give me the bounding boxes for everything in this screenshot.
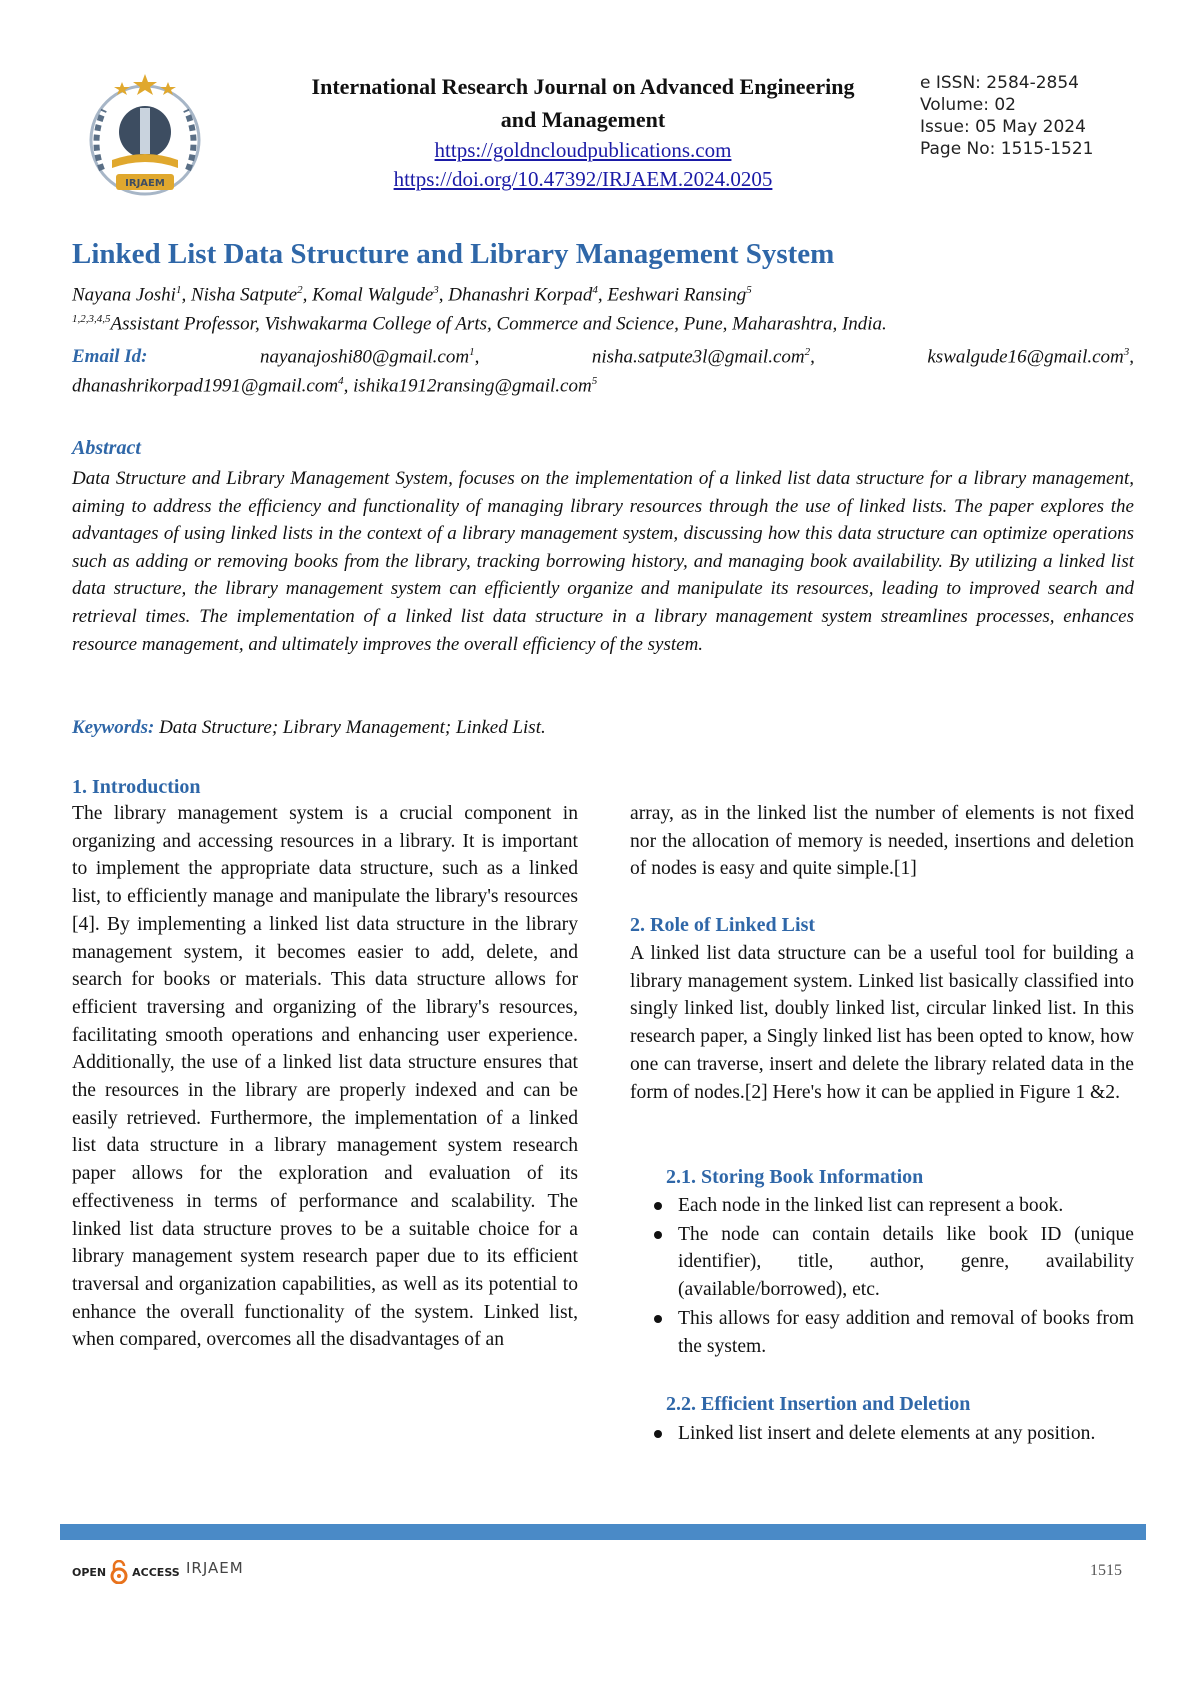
insertion-deletion-heading: 2.2. Efficient Insertion and Deletion — [666, 1393, 971, 1415]
email-sup: 5 — [591, 375, 598, 387]
email-address[interactable]: ishika1912ransing@gmail.com — [353, 375, 592, 397]
footer-bar — [60, 1524, 1146, 1540]
role-text: A linked list data structure can be a useful tool for building a library management system. Linked list basically classified into singly linked list, doubly linked list, circular linked list. In this research paper, a Singly linked list has been opted to know, how one can traverse, insert and delete the library related data in the form of nodes.[2] Here's how it can be applied in Figure 1 &2. — [630, 943, 1134, 1103]
author-sup: 1 — [175, 284, 182, 296]
bullet-icon — [654, 1430, 662, 1438]
page-number: 1515 — [1090, 1562, 1122, 1579]
author-name: Nisha Satpute — [190, 284, 298, 306]
email-sup: 1 — [469, 346, 475, 358]
email-address[interactable]: nisha.satpute3l@gmail.com — [591, 346, 805, 368]
doi-link[interactable]: https://doi.org/10.47392/IRJAEM.2024.0205 — [393, 167, 773, 191]
storing-book-heading: 2.1. Storing Book Information — [666, 1166, 924, 1188]
role-heading: 2. Role of Linked List — [630, 914, 816, 936]
list-item — [650, 1305, 1134, 1360]
storing-book-list — [650, 1192, 1134, 1361]
logo-text: IRJAEM — [125, 178, 165, 189]
author-name: Komal Walgude — [312, 284, 434, 306]
affiliation-sup: 1,2,3,4,5 — [72, 313, 111, 325]
email-sup: 3 — [1123, 346, 1130, 358]
author-list: Nayana Joshi$^1$, Nisha Satpute$^2$, Komal Walgude$^3$, Dhanashri Korpad$^4$, Eeshwari Ransing$^5$ — [72, 284, 752, 306]
list-item-text: Each node in the linked list can represent a book. — [678, 1195, 1064, 1216]
journal-header — [268, 70, 898, 194]
list-item-text: The node can contain details like book ID (unique identifier), title, author, genre, availability (available/borrowed), etc. — [678, 1223, 1134, 1301]
author-sup: 4 — [592, 284, 598, 296]
email-label: Email Id: — [72, 346, 148, 367]
intro-continued-text: array, as in the linked list the number of elements is not fixed nor the allocation of memory is needed, insertions and deletion of nodes is easy and quite simple.[1] — [630, 803, 1134, 880]
author-sup: 2 — [297, 284, 303, 296]
journal-title-line1: International Research Journal on Advanced Engineering — [311, 74, 855, 99]
keywords-text: Data Structure; Library Management; Linked List. — [159, 717, 546, 738]
footer-journal-short: IRJAEM — [186, 1559, 244, 1577]
email-line-1 — [72, 346, 1134, 368]
access-label: ACCESS — [132, 1565, 180, 1579]
list-item — [650, 1420, 1134, 1448]
email-item: kswalgude16@gmail.com$^3$, — [927, 346, 1134, 368]
paper-title: Linked List Data Structure and Library Management System — [72, 238, 835, 270]
bullet-icon — [654, 1315, 662, 1323]
issue-meta — [920, 72, 1093, 160]
page-range: Page No: 1515-1521 — [920, 139, 1094, 159]
journal-title-line2: and Management — [500, 107, 666, 132]
open-access-logo — [72, 1560, 180, 1584]
abstract-heading: Abstract — [72, 437, 141, 459]
keywords — [72, 717, 546, 739]
abstract-body: Data Structure and Library Management System, focuses on the implementation of a linked list data structure for a library management, aiming to address the efficiency and functionality of managing library resources through the use of linked lists. The paper explores the advantages of using linked lists in the context of a library management system, discussing how this data structure can optimize operations such as adding or removing books from the library, tracking borrowing history, and managing book availability. By utilizing a linked list data structure, the library management system can efficiently organize and manipulate its resources, leading to improved search and retrieval times. The implementation of a linked list data structure in a library management system streamlines processes, enhances resource management, and ultimately improves the overall efficiency of the system. — [72, 468, 1134, 655]
email-address[interactable]: kswalgude16@gmail.com — [927, 346, 1124, 368]
eissn: e ISSN: 2584-2854 — [920, 73, 1079, 93]
email-line-2: dhanashrikorpad1991@gmail.com$^4$, ishika1912ransing@gmail.com$^5$ — [72, 375, 598, 397]
keywords-label: Keywords: — [72, 717, 155, 738]
volume: Volume: 02 — [920, 95, 1016, 115]
bullet-icon — [654, 1231, 662, 1239]
list-item-text: This allows for easy addition and removal of books from the system. — [678, 1307, 1134, 1357]
email-item: nisha.satpute3l@gmail.com$^2$, — [591, 346, 815, 368]
affiliation-text: Assistant Professor, Vishwakarma College of Arts, Commerce and Science, Pune, Maharashtra, India. — [110, 313, 887, 335]
journal-logo — [82, 70, 208, 202]
email-sup: 4 — [338, 375, 344, 387]
email-address[interactable]: nayanajoshi80@gmail.com — [260, 346, 470, 368]
affiliation — [72, 313, 887, 335]
list-item — [650, 1221, 1134, 1304]
email-address[interactable]: dhanashrikorpad1991@gmail.com — [72, 375, 339, 397]
website-link[interactable]: https://goldncloudpublications.com — [434, 138, 732, 162]
email-sup: 2 — [804, 346, 811, 358]
open-label: OPEN — [72, 1565, 107, 1579]
list-item — [650, 1192, 1134, 1220]
author-name: Nayana Joshi — [72, 284, 176, 306]
intro-heading: 1. Introduction — [72, 776, 201, 798]
bullet-icon — [654, 1202, 662, 1210]
email-item: nayanajoshi80@gmail.com$^1$, — [260, 346, 480, 368]
list-item-text: Linked list insert and delete elements at any position. — [678, 1423, 1096, 1444]
intro-text: The library management system is a crucial component in organizing and accessing resources in a library. It is important to implement the appropriate data structure, such as a linked list, to efficiently manage and manipulate the library's resources [4]. By implementing a linked list data structure in the library management system, it becomes easier to add, delete, and search for books or materials. This data structure allows for efficient traversing and organizing of the library's resources, facilitating smooth operations and enhancing user experience. Additionally, the use of a linked list data structure ensures that the resources in the library are properly indexed and can be easily retrieved. Furthermore, the implementation of a linked list data structure in a library management system research paper allows for the exploration and evaluation of its effectiveness in terms of performance and scalability. The linked list data structure proves to be a suitable choice for a library management system research paper due to its efficient traversal and organization capabilities, as well as its potential to enhance the overall functionality of the system. Linked list, when compared, overcomes all the disadvantages of an — [72, 803, 578, 1351]
author-name: Eeshwari Ransing — [607, 284, 747, 306]
author-sup: 3 — [433, 284, 439, 296]
author-name: Dhanashri Korpad — [448, 284, 593, 306]
insertion-deletion-list — [650, 1420, 1134, 1449]
issue: Issue: 05 May 2024 — [920, 117, 1086, 137]
author-sup: 5 — [746, 284, 752, 296]
open-access-lock-icon — [110, 1560, 128, 1584]
